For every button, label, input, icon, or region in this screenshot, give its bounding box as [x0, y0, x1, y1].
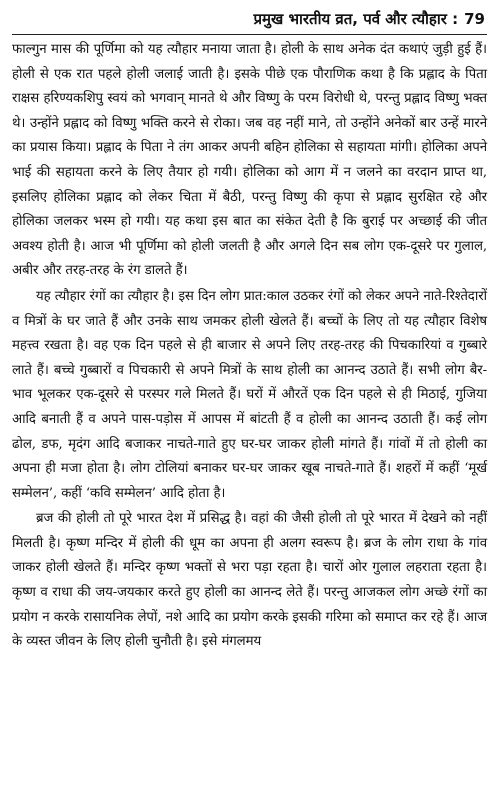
page-number: 79: [464, 10, 485, 28]
chapter-title: प्रमुख भारतीय व्रत, पर्व और त्यौहार :: [253, 10, 459, 28]
paragraph-holika-story: फाल्गुन मास की पूर्णिमा को यह त्यौहार मनाया जाता है। होली के साथ अनेक दंत कथाएं जुड़ी हुई हैं। होली से एक रात पहले होली जलाई जाती है। इसके पीछे एक पौराणिक कथा है कि प्रह्लाद के पिता राक्षस हरिण्यकशिपु स्वयं को भगवान् मानते थे और विष्णु के परम विरोधी थे, परन्तु प्रह्लाद विष्णु भक्त थे। उन्होंने प्रह्लाद को विष्णु भक्ति करने से रोका। जब वह नहीं माने, तो उन्होंने अनेकों बार उन्हें मारने का प्रयास किया। प्रह्लाद के पिता ने तंग आकर अपनी बहिन होलिका से सहायता मांगी। होलिका अपने भाई की सहायता करने के लिए तैयार हो गयी। होलिका को आग में न जलने का वरदान प्राप्त था, इसलिए होलिका प्रह्लाद को लेकर चिता में बैठी, परन्तु विष्णु की कृपा से प्रह्लाद सुरक्षित रहे और होलिका जलकर भस्म हो गयी। यह कथा इस बात का संकेत देती है कि बुराई पर अच्छाई की जीत अवश्य होती है। आज भी पूर्णिमा को होली जलती है और अगले दिन सब लोग एक-दूसरे पर गुलाल, अबीर और तरह-तरह के रंग डालते हैं।: [12, 42, 487, 279]
paragraph-festival-of-colours: यह त्यौहार रंगों का त्यौहार है। इस दिन लोग प्रात:काल उठकर रंगों को लेकर अपने नाते-रिश्तेदारों व मित्रों के घर जाते हैं और उनके साथ जमकर होली खेलते हैं। बच्चों के लिए तो यह त्यौहार विशेष महत्त्व रखता है। वह एक दिन पहले से ही बाजार से अपने लिए तरह-तरह की पिचकारियां व गुब्बारे लाते हैं। बच्चे गुब्बारों व पिचकारी से अपने मित्रों के साथ होली का आनन्द उठाते हैं। सभी लोग बैर-भाव भूलकर एक-दूसरे से परस्पर गले मिलते हैं। घरों में औरतें एक दिन पहले से ही मिठाई, गुजिया आदि बनाती हैं व अपने पास-पड़ोस में आपस में बांटती हैं व होली का आनन्द उठाती हैं। कई लोग ढोल, डफ, मृदंग आदि बजाकर नाचते-गाते हुए घर-घर जाकर होली मांगते हैं। गांवों में तो होली का अपना ही मजा होता है। लोग टोलियां बनाकर घर-घर जाकर खूब नाचते-गाते हैं। शहरों में कहीं ‘मूर्ख सम्मेलन’, कहीं ‘कवि सम्मेलन’ आदि होता है।: [12, 288, 487, 501]
body-text: [12, 38, 487, 655]
running-header: [12, 10, 487, 32]
header-rule: [12, 34, 487, 35]
paragraph-braj-holi: ब्रज की होली तो पूरे भारत देश में प्रसिद्ध है। वहां की जैसी होली तो पूरे भारत में देखने को नहीं मिलती है। कृष्ण मन्दिर में होली की धूम का अपना ही अलग स्वरूप है। ब्रज के लोग राधा के गांव जाकर होली खेलते हैं। मन्दिर कृष्ण भक्तों से भरा पड़ा रहता है। चारों ओर गुलाल लहराता रहता है। कृष्ण व राधा की जय-जयकार करते हुए होली का आनन्द लेते हैं। परन्तु आजकल लोग अच्छे रंगों का प्रयोग न करके रासायनिक लेपों, नशे आदि का प्रयोग करके इसकी गरिमा को समाप्त कर रहे हैं। आज के व्यस्त जीवन के लिए होली चुनौती है। इसे मंगलमय: [12, 511, 487, 650]
